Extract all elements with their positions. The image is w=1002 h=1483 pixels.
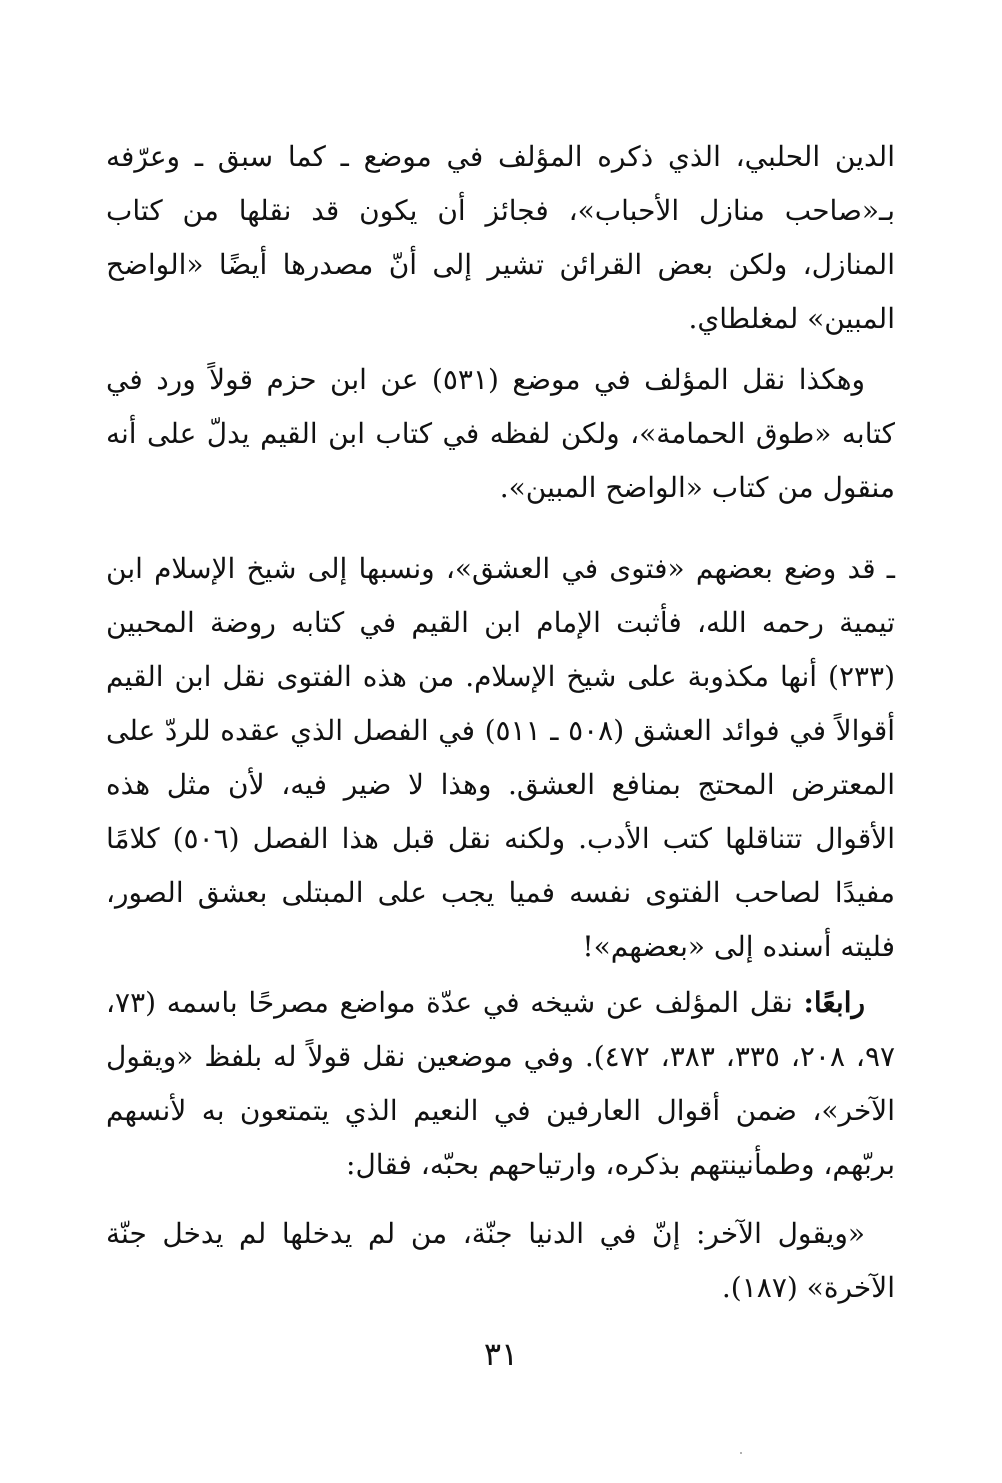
paragraph-ibn-hazm: وهكذا نقل المؤلف في موضع (٥٣١) عن ابن حزم قولاً ورد في كتابه «طوق الحمامة»، ولكن لفظه في كتاب ابن القيم يدلّ على أنه منقول من كتاب «الواضح المبين». (106, 363, 895, 504)
paragraph-fourth-point (106, 976, 895, 1192)
paragraph-continued: الدين الحلبي، الذي ذكره المؤلف في موضع ـ كما سبق ـ وعرّفه بـ«صاحب منازل الأحباب»، فجائز أن يكون قد نقلها من كتاب المنازل، ولكن بعض القرائن تشير إلى أنّ مصدرها أيضًا «الواضح المبين» لمغلطاي. (106, 140, 895, 335)
paragraph-fourth-body: نقل المؤلف عن شيخه في عدّة مواضع مصرحًا باسمه (٧٣، ٩٧، ٢٠٨، ٣٣٥، ٣٨٣، ٤٧٢). وفي موضعين نقل قولاً له بلفظ «ويقول الآخر»، ضمن أقوال العارفين في النعيم الذي يتمتعون به لأنسهم بربّهم، وطمأنينتهم بذكره، وارتياحهم بحبّه، فقال: (106, 986, 896, 1181)
paragraph-quote: «ويقول الآخر: إنّ في الدنيا جنّة، من لم يدخلها لم يدخل جنّة الآخرة» (١٨٧). (106, 1217, 895, 1304)
scan-speck (740, 1452, 742, 1454)
paragraph-lead-label: رابعًا: (803, 986, 865, 1019)
page-number: ٣١ (483, 1335, 519, 1373)
paragraph-fatwa-ishq: ـ قد وضع بعضهم «فتوى في العشق»، ونسبها إلى شيخ الإسلام ابن تيمية رحمه الله، فأثبت الإمام ابن القيم في كتابه روضة المحبين (٢٣٣) أنها مكذوبة على شيخ الإسلام. من هذه الفتوى نقل ابن القيم أقوالاً في فوائد العشق (٥٠٨ ـ ٥١١) في الفصل الذي عقده للردّ على المعترض المحتج بمنافع العشق. وهذا لا ضير فيه، لأن مثل هذه الأقوال تتناقلها كتب الأدب. ولكنه نقل قبل هذا الفصل (٥٠٦) كلامًا مفيدًا لصاحب الفتوى نفسه فميا يجب على المبتلى بعشق الصور، فليته أسنده إلى «بعضهم»! (106, 552, 896, 963)
